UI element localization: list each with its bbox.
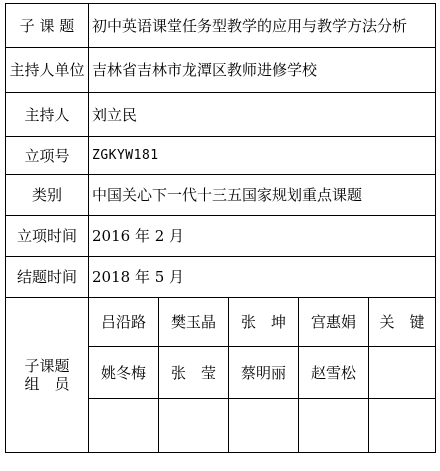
member-name: 张 莹 xyxy=(170,363,216,382)
members-label xyxy=(6,298,88,452)
category-value: 中国关心下一代十三五国家规划重点课题 xyxy=(92,186,363,204)
project-info-table xyxy=(5,3,436,453)
member-name: 张 坤 xyxy=(240,313,286,331)
table-border-bottom xyxy=(5,452,436,453)
members-label-line2: 组 员 xyxy=(24,375,70,393)
subproject-value: 初中英语课堂任务型教学的应用与教学方法分析 xyxy=(92,16,408,35)
end-date-value: 2018 年 5 月 xyxy=(92,268,185,286)
member-name: 宫惠娟 xyxy=(310,313,356,331)
project-number-label: 立项号 xyxy=(24,146,70,165)
member-name: 吕沿路 xyxy=(100,313,146,331)
host-label: 主持人 xyxy=(24,105,70,124)
members-label-line1: 子课题 xyxy=(24,357,70,375)
subproject-label: 子 课 题 xyxy=(19,16,75,35)
member-name: 姚冬梅 xyxy=(100,363,146,382)
member-name: 赵雪松 xyxy=(310,363,356,382)
table-border-right xyxy=(435,3,436,453)
start-date-value: 2016 年 2 月 xyxy=(92,227,185,245)
host-unit-label: 主持人单位 xyxy=(9,61,85,79)
host-unit-value: 吉林省吉林市龙潭区教师进修学校 xyxy=(92,61,318,79)
end-date-label: 结题时间 xyxy=(16,268,77,286)
member-name: 蔡明丽 xyxy=(240,363,286,382)
member-name: 关 键 xyxy=(379,313,425,331)
project-number-value: ZGKYW181 xyxy=(92,147,159,163)
start-date-label: 立项时间 xyxy=(16,227,77,245)
member-name: 樊玉晶 xyxy=(170,313,216,331)
member-name xyxy=(369,347,435,398)
category-label: 类别 xyxy=(31,186,62,204)
member-row-divider xyxy=(88,398,436,399)
host-value: 刘立民 xyxy=(92,105,138,124)
